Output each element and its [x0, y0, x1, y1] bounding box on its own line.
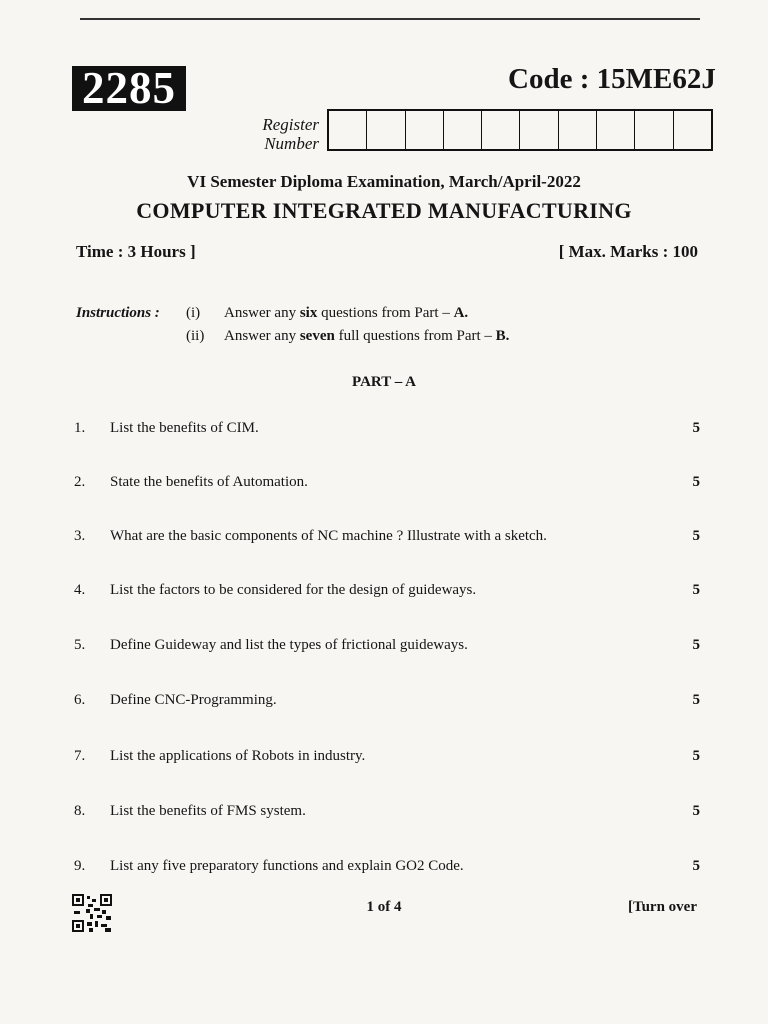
register-number-cell[interactable] [520, 111, 558, 149]
instruction-item: (ii) Answer any seven full questions from Part – B. [186, 328, 510, 344]
question-marks: 5 [692, 582, 700, 598]
register-number-cell[interactable] [674, 111, 711, 149]
paper-number: 2285 [72, 66, 186, 111]
question-marks: 5 [692, 858, 700, 874]
question-marks: 5 [692, 748, 700, 764]
question-marks: 5 [692, 420, 700, 436]
max-marks: [ Max. Marks : 100 [558, 242, 698, 261]
subject-title: COMPUTER INTEGRATED MANUFACTURING [136, 198, 632, 223]
question-marks: 5 [692, 528, 700, 544]
page-number: 1 of 4 [366, 899, 402, 915]
register-number-cell[interactable] [635, 111, 673, 149]
register-number-cell[interactable] [367, 111, 405, 149]
subject-code: Code : 15ME62J [508, 63, 716, 95]
register-number-cell[interactable] [559, 111, 597, 149]
top-rule [80, 18, 700, 20]
question-marks: 5 [692, 474, 700, 490]
instruction-item: (i) Answer any six questions from Part – A. [186, 305, 469, 321]
exam-title: VI Semester Diploma Examination, March/April-2022 [187, 172, 581, 191]
register-number-cell[interactable] [482, 111, 520, 149]
register-number-cell[interactable] [406, 111, 444, 149]
register-number-cell[interactable] [597, 111, 635, 149]
part-heading: PART – A [352, 374, 416, 390]
instructions-label: Instructions : [76, 305, 160, 321]
question-marks: 5 [692, 692, 700, 708]
register-number-cell[interactable] [444, 111, 482, 149]
question-marks: 5 [692, 803, 700, 819]
question-marks: 5 [692, 637, 700, 653]
register-number-boxes[interactable] [327, 109, 713, 151]
turn-over-note: [Turn over [627, 899, 697, 915]
register-number-label: Register Number [262, 115, 319, 153]
time-allowed: Time : 3 Hours ] [76, 242, 196, 261]
register-number-cell[interactable] [329, 111, 367, 149]
